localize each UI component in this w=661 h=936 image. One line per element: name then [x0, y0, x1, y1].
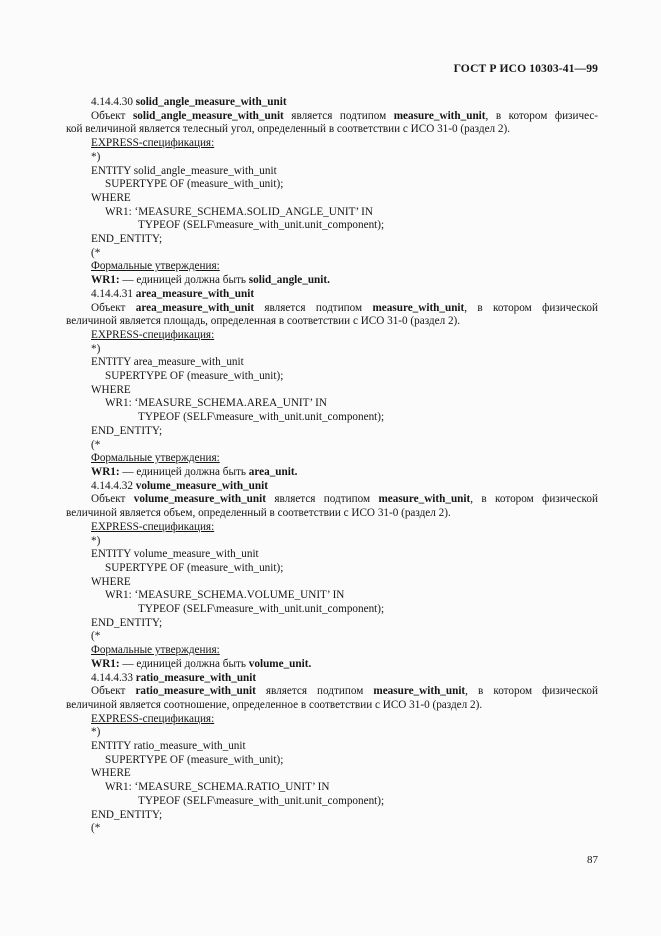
code-end-entity: END_ENTITY; [91, 808, 163, 821]
code-close: (* [91, 438, 101, 451]
description-line-1: Объект solid_angle_measure_with_unit является подтипом measure_with_unit, в котором физичес- [91, 109, 599, 122]
code-typeof: TYPEOF (SELF\measure_with_unit.unit_component); [138, 794, 385, 807]
code-where: WHERE [91, 575, 131, 588]
code-entity: ENTITY ratio_measure_with_unit [91, 740, 246, 753]
code-open: *) [91, 150, 101, 163]
code-wr1: WR1: ‘MEASURE_SCHEMA.VOLUME_UNIT’ IN [105, 589, 345, 602]
description-line-2: величиной является площадь, определенная в соответствии с ИСО 31-0 (раздел 2). [66, 315, 461, 328]
page-number: 87 [587, 854, 598, 866]
description-line-2: величиной является объем, определенный в соответствии с ИСО 31-0 (раздел 2). [66, 507, 451, 520]
section-volume [66, 480, 598, 672]
code-supertype: SUPERTYPE OF (measure_with_unit); [105, 370, 284, 383]
code-entity: ENTITY area_measure_with_unit [91, 356, 244, 369]
page-content [66, 96, 598, 836]
section-heading [66, 96, 598, 110]
code-typeof: TYPEOF (SELF\measure_with_unit.unit_component); [138, 219, 385, 232]
section-ratio [66, 672, 598, 836]
express-spec-label: EXPRESS-спецификация: [91, 520, 215, 533]
formal-statements-label: Формальные утверждения: [91, 260, 220, 273]
code-end-entity: END_ENTITY; [91, 616, 163, 629]
code-supertype: SUPERTYPE OF (measure_with_unit); [105, 561, 284, 574]
code-entity: ENTITY volume_measure_with_unit [91, 548, 259, 561]
code-wr1: WR1: ‘MEASURE_SCHEMA.RATIO_UNIT’ IN [105, 781, 330, 794]
code-open: *) [91, 534, 101, 547]
section-number: 4.14.4.32 [91, 479, 133, 492]
description-line-1: Объект volume_measure_with_unit является подтипом measure_with_unit, в котором физической [91, 493, 599, 506]
description-line-2: величиной является соотношение, определенное в соответствии с ИСО 31-0 (раздел 2). [66, 698, 483, 711]
code-close: (* [91, 630, 101, 643]
formal-rule: WR1: — единицей должна быть volume_unit. [91, 657, 312, 670]
section-area [66, 288, 598, 480]
description-line-1: Объект area_measure_with_unit является подтипом measure_with_unit, в котором физической [91, 301, 599, 314]
code-entity: ENTITY solid_angle_measure_with_unit [91, 164, 277, 177]
section-entity-name: area_measure_with_unit [135, 287, 255, 300]
code-close: (* [91, 822, 101, 835]
code-close: (* [91, 246, 101, 259]
section-solid-angle [66, 96, 598, 288]
formal-rule: WR1: — единицей должна быть solid_angle_unit. [91, 274, 330, 287]
page-header-title: ГОСТ Р ИСО 10303-41—99 [453, 62, 598, 75]
section-number: 4.14.4.30 [91, 96, 133, 108]
code-wr1: WR1: ‘MEASURE_SCHEMA.SOLID_ANGLE_UNIT’ IN [105, 205, 373, 218]
code-where: WHERE [91, 767, 131, 780]
description-line-2: кой величиной является телесный угол, определенный в соответствии с ИСО 31-0 (раздел 2). [66, 123, 511, 136]
express-spec-label: EXPRESS-спецификация: [91, 137, 215, 150]
formal-statements-label: Формальные утверждения: [91, 644, 220, 657]
formal-statements-label: Формальные утверждения: [91, 452, 220, 465]
express-spec-label: EXPRESS-спецификация: [91, 712, 215, 725]
code-open: *) [91, 342, 101, 355]
section-heading [66, 288, 598, 302]
section-entity-name: ratio_measure_with_unit [135, 671, 257, 684]
code-end-entity: END_ENTITY; [91, 233, 163, 246]
code-end-entity: END_ENTITY; [91, 424, 163, 437]
section-heading [66, 480, 598, 494]
section-number: 4.14.4.33 [91, 671, 133, 684]
code-supertype: SUPERTYPE OF (measure_with_unit); [105, 753, 284, 766]
formal-rule: WR1: — единицей должна быть area_unit. [91, 465, 298, 478]
code-supertype: SUPERTYPE OF (measure_with_unit); [105, 178, 284, 191]
code-wr1: WR1: ‘MEASURE_SCHEMA.AREA_UNIT’ IN [105, 397, 327, 410]
code-typeof: TYPEOF (SELF\measure_with_unit.unit_component); [138, 603, 385, 616]
code-where: WHERE [91, 191, 131, 204]
code-open: *) [91, 726, 101, 739]
section-number: 4.14.4.31 [91, 287, 133, 300]
section-entity-name: volume_measure_with_unit [135, 479, 268, 492]
express-spec-label: EXPRESS-спецификация: [91, 328, 215, 341]
section-heading [66, 672, 598, 686]
section-entity-name: solid_angle_measure_with_unit [135, 96, 287, 108]
code-typeof: TYPEOF (SELF\measure_with_unit.unit_component); [138, 411, 385, 424]
code-where: WHERE [91, 383, 131, 396]
description-line-1: Объект ratio_measure_with_unit является подтипом measure_with_unit, в котором физической [91, 685, 599, 698]
